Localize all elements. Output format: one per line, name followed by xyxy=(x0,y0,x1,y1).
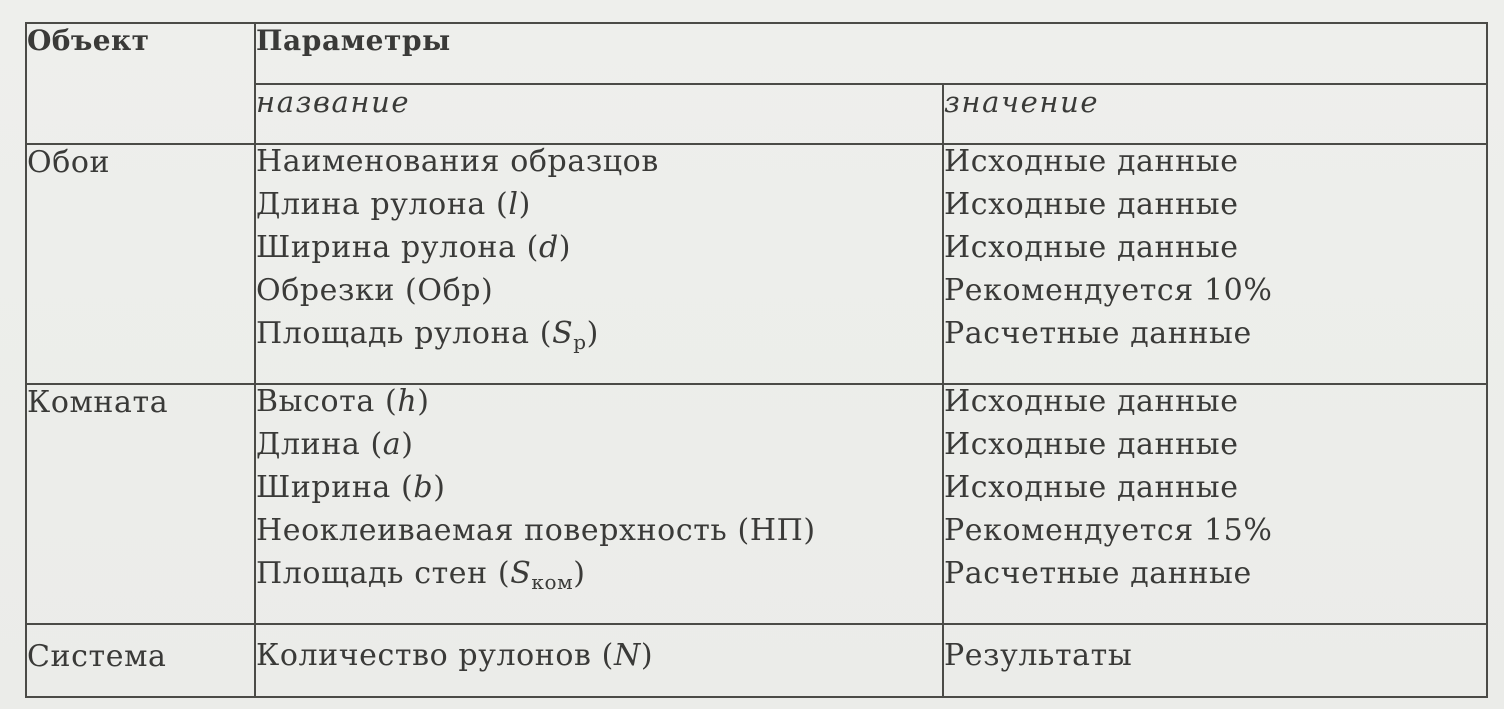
parameter-name: Ширина рулона (d) xyxy=(256,230,572,265)
variable-symbol: h xyxy=(397,384,418,419)
parameter-value: Исходные данные xyxy=(944,384,1239,419)
variable-symbol: a xyxy=(382,427,402,462)
variable-symbol: S xyxy=(552,316,574,351)
parameter-value: Рекомендуется 10% xyxy=(944,273,1273,308)
parameter-value-list xyxy=(943,144,1487,384)
parameter-name: Неоклеиваемая поверхность (НП) xyxy=(256,513,816,548)
group-row-wallpaper xyxy=(26,144,1487,384)
parameter-name-list xyxy=(255,624,943,697)
variable-subscript: р xyxy=(573,330,587,354)
variable-symbol: l xyxy=(508,187,519,222)
header-parameters: Параметры xyxy=(255,23,1487,84)
parameter-value: Рекомендуется 15% xyxy=(944,513,1273,548)
header-value: значение xyxy=(943,84,1487,144)
header-object: Объект xyxy=(26,23,255,144)
abbreviation: Обр xyxy=(417,273,482,308)
parameter-name: Площадь рулона $(S_р)$ xyxy=(256,316,599,354)
parameter-value-list xyxy=(943,624,1487,697)
parameter-name: Количество рулонов (N) xyxy=(256,638,654,673)
group-row-system xyxy=(26,624,1487,697)
parameter-name: Высота (h) xyxy=(256,384,430,419)
parameter-name: Длина (a) xyxy=(256,427,414,462)
parameter-value-list xyxy=(943,384,1487,624)
parameter-value: Исходные данные xyxy=(944,470,1239,505)
parameter-name: Ширина (b) xyxy=(256,470,446,505)
parameter-name: Обрезки (Обр) xyxy=(256,273,494,308)
variable-subscript: ком xyxy=(531,570,574,594)
header-row xyxy=(26,23,1487,84)
variable-symbol: S xyxy=(510,556,532,591)
parameter-name: Наименования образцов xyxy=(256,144,659,179)
group-row-room xyxy=(26,384,1487,624)
variable-symbol: b xyxy=(413,470,434,505)
parameter-value: Результаты xyxy=(944,638,1133,673)
parameter-name: Площадь стен $(S_{ком})$ xyxy=(256,556,586,594)
object-cell: Комната xyxy=(26,384,255,624)
parameter-value: Исходные данные xyxy=(944,230,1239,265)
parameter-name-list xyxy=(255,384,943,624)
abbreviation: НП xyxy=(749,513,804,548)
object-cell: Система xyxy=(26,624,255,697)
variable-symbol: d xyxy=(538,230,559,265)
object-cell: Обои xyxy=(26,144,255,384)
parameter-name: Длина рулона (l) xyxy=(256,187,531,222)
parameter-name-list xyxy=(255,144,943,384)
parameter-value: Исходные данные xyxy=(944,187,1239,222)
header-name: название xyxy=(255,84,943,144)
parameter-value: Расчетные данные xyxy=(944,316,1252,351)
parameters-table xyxy=(25,22,1488,698)
parameter-value: Исходные данные xyxy=(944,144,1239,179)
variable-symbol: N xyxy=(613,638,641,673)
parameter-value: Исходные данные xyxy=(944,427,1239,462)
parameter-value: Расчетные данные xyxy=(944,556,1252,591)
